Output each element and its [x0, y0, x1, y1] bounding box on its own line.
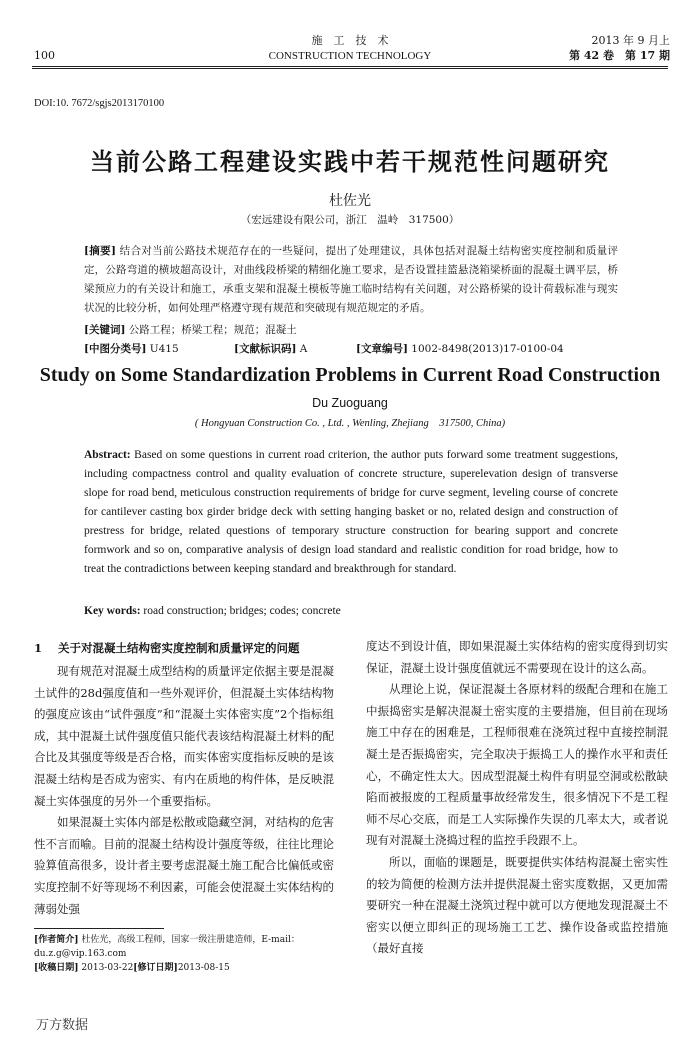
abstract-cn-label: [摘要] — [84, 245, 116, 257]
doi: DOI:10. 7672/sgjs2013170100 — [34, 98, 165, 109]
section-1-heading — [34, 638, 334, 658]
footnote-rule — [34, 928, 164, 929]
paper-title-en: Study on Some Standardization Problems in Current Road Construction — [39, 364, 661, 386]
author-cn: 杜佐光 — [329, 193, 371, 209]
journal-name-cn: 施 工 技 术 — [311, 34, 389, 47]
revised-date: 2013-08-15 — [177, 963, 230, 974]
keywords-en — [84, 602, 618, 621]
paragraph-continuation: 度达不到设计值，即如果混凝土实体结构的密实度得到切实保证，混凝土设计强度值就远不需要现在设计的这么高。 — [366, 639, 668, 675]
keywords-cn-label: [关键词] — [84, 324, 126, 336]
keywords-en-label: Key words: — [84, 605, 141, 617]
affiliation-cn: （宏远建设有限公司，浙江 温岭 317500） — [240, 214, 460, 226]
paper-title-cn: 当前公路工程建设实践中若干规范性问题研究 — [90, 148, 610, 176]
footnote-dates — [34, 961, 334, 975]
page-number: 100 — [34, 49, 55, 62]
footnote-author-text: 杜佐光，高级工程师，国家一级注册建造师，E-mail：du.z.g@vip.163.com — [34, 935, 300, 960]
revised-label: [修订日期] — [133, 963, 178, 974]
abstract-en-label: Abstract: — [84, 449, 131, 461]
affiliation-en: ( Hongyuan Construction Co. , Ltd. , Wenling, Zhejiang 317500, China) — [194, 418, 506, 429]
art-label: [文章编号] — [356, 343, 408, 355]
header-rule — [32, 66, 668, 67]
clc-label: [中图分类号] — [84, 343, 147, 355]
clc-number — [84, 341, 179, 356]
right-column — [366, 636, 668, 960]
received-date: 2013-03-22 — [81, 963, 134, 974]
header-rule-2 — [32, 68, 668, 69]
author-en: Du Zuoguang — [312, 396, 388, 410]
received-label: [收稿日期] — [34, 963, 79, 974]
doc-value: A — [299, 343, 308, 355]
paragraph: 如果混凝土实体内部是松散或隐藏空洞，对结构的危害性不言而喻。目前的混凝土结构设计强度等级，往往比理论验算值高很多，设计者主要考虑混凝土施工配合比偏低或密实度控制不好等现场不利因素，可能会使混凝土实体结构的薄弱处强 — [34, 815, 334, 916]
art-value: 1002-8498(2013)17-0100-04 — [411, 343, 564, 355]
paragraph: 现有规范对混凝土成型结构的质量评定依据主要是混凝土试件的28d强度值和一些外观评价，但混凝土实体结构物的强度应该由“试件强度”和“混凝土实体密实度”2个指标组成，其中混凝土试件强度值只能代表该结构混凝土材料的配合比及其强度等级是否合格，而实体密实度指标反映的是该混凝土结构是否成为密实、有内在质地的构件体，是反映混凝土实体强度的另外一个重要指标。 — [34, 664, 334, 808]
keywords-cn — [84, 322, 297, 337]
footnote-author-label: [作者简介] — [34, 935, 79, 946]
abstract-en — [84, 446, 618, 579]
abstract-en-text: Based on some questions in current road criterion, the author puts forward some treatment suggestions, including compactness control and quality evaluation of concrete structure, superelevation design of transverse slope for road bend, meticulous construction requirements of bridge for curve segment, leveling course of concrete for cantilever casting box girder bridge deck with setting hanging basket or no, related design and construction of prestress for bridge, related questions of temporary structure construction for bearing support and concrete formwork and so on, comparative analysis of design load standard and realistic condition for road bridge, how to treat the contradictions between keeping standard and breakthrough for standard. — [84, 449, 619, 575]
issue-volume: 第 42 卷 第 17 期 — [569, 49, 670, 62]
issue-date: 2013 年 9 月上 — [591, 34, 670, 47]
paragraph: 所以，面临的课题是，既要提供实体结构混凝土密实性的较为简便的检测方法并提供混凝土密实度数据，又更加需要研究一种在混凝土浇筑过程中就可以方便地发现混凝土不密实以便立即纠正的现场施工工艺、操作设备或监控措施（最好直接 — [366, 854, 668, 956]
clc-value: U415 — [149, 343, 179, 355]
left-column — [34, 638, 334, 975]
keywords-cn-text: 公路工程；桥梁工程；规范；混凝土 — [128, 324, 297, 336]
paragraph: 从理论上说，保证混凝土各原材料的级配合理和在施工中振捣密实是解决混凝土密实度的主要措施，但目前在现场施工中存在的困难是，工程师很难在浇筑过程中直接控制混凝土是否振捣密实，完全取决于振捣工人的操作水平和责任心，不确定性太大。因成型混凝土构件有明显空洞或松散缺陷而被报废的工程质量事故经常发生，很多情况下不是工程师不尽心交底，而是工人实际操作失误的几率太大，或者说现有对混凝土浇捣过程的监控手段跟不上。 — [366, 682, 668, 848]
doc-code — [234, 341, 307, 356]
section-number: 1 — [34, 641, 43, 655]
journal-name-en: CONSTRUCTION TECHNOLOGY — [268, 50, 432, 62]
article-number — [356, 341, 564, 356]
section-title: 关于对混凝土结构密实度控制和质量评定的问题 — [58, 641, 300, 655]
doc-label: [文献标识码] — [234, 343, 297, 355]
footnote-author — [34, 933, 334, 961]
abstract-cn — [84, 242, 618, 318]
abstract-cn-text: 结合对当前公路技术规范存在的一些疑问，提出了处理建议，具体包括对混凝土结构密实度控制和质量评定，公路弯道的横坡超高设计，对曲线段桥梁的精细化施工要求，是否设置挂篮悬浇箱梁桥面的混凝土调平层，桥梁预应力的有关设计和施工，承重支架和混凝土模板等施工临时结构有关问题，对公路桥梁的设计荷载标准与现实状况的比较分析，如何处理严格遵守现有规范和突破现有规范规定的矛盾。 — [84, 245, 619, 314]
keywords-en-text: road construction; bridges; codes; concrete — [143, 605, 341, 617]
watermark: 万方数据 — [36, 1018, 89, 1033]
